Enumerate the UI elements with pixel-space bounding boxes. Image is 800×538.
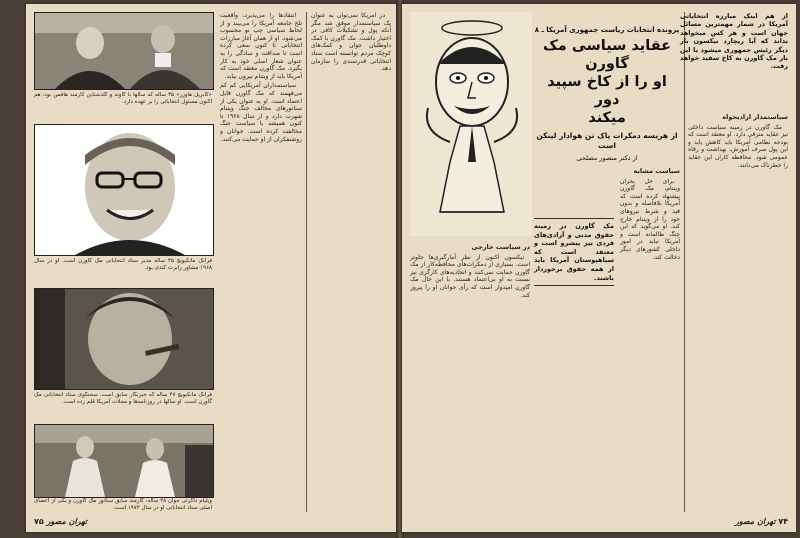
caption-3: فرانک مانکیویچ ۴۷ ساله که خبرنگار سابق است، سخنگوی ستاد انتخاباتی مک گاورن است. او سالها در روزنامه‌ها و مجلات آمریکا قلم زده است.	[34, 392, 212, 405]
caricature-illustration	[410, 12, 532, 236]
right-column-left	[410, 244, 530, 512]
column-divider	[306, 12, 307, 512]
left-column-right	[311, 12, 391, 512]
byline: از دکتر منصور مصلحی	[576, 154, 638, 162]
right-paragraph-1: برای حل بحران ویتنام، مک گاورن پیشنهاد کرده است که آمریکا بلافاصله و بدون قید و شرط نیروهای خود را از ویتنام خارج کند. او می‌گوید که این جنگ ظالمانه است و آمریکا نباید در امور داخلی کشورهای دیگر دخالت کند.	[620, 177, 680, 261]
magazine-logo: تهران مصور	[46, 516, 87, 526]
right-footer	[735, 516, 788, 526]
headline-line-2: او را از کاخ سپید دور	[547, 74, 667, 108]
caption-2: فرانک مانکیویچ ۴۵ ساله مدیر ستاد انتخاباتی مک گاورن است. او در سال ۱۹۶۸ مشاور رابرت کندی بود.	[34, 258, 212, 271]
photo-advisors	[34, 12, 214, 90]
left-footer	[34, 516, 87, 526]
subhead-1: سیاست مشابه	[633, 168, 680, 175]
caption-1: «گابریل هاوزر» ۳۵ ساله که سالها با گاوند و گلدشتاین کارمند هافمن بود، هم اکنون مسئول انتخاباتی را بر عهده دارد.	[34, 92, 212, 105]
left-column-middle	[220, 12, 302, 512]
series-overline: پرونده انتخابات ریاست جمهوری آمریکا ـ ۸	[534, 26, 680, 34]
headline-line-1: عقاید سیاسی مک گاورن	[542, 38, 672, 72]
right-column-middle	[620, 168, 680, 512]
right-column-right	[688, 114, 788, 512]
page-number-right: ۷۴	[778, 517, 788, 526]
left-paragraph-1: انتقادها را می‌پذیرد، واقعیت تلخ جامعه آمریکا را می‌بیند و از لحاظ سیاسی چپ نو محسوب می‌شود. او از همان آغاز مبارزات انتخاباتی تا کنون سعی کرده است تا صداقت و سادگی را به عنوان شعار اصلی خود به کار بگیرد. مک گاورن معتقد است که آمریکا باید از ویتنام بیرون بیاید.	[220, 12, 302, 80]
headline-line-3: میکند	[588, 110, 626, 126]
pull-quote: مک گاورن در زمینه حقوق مدنی و آزادی‌های فردی نیز پیشرو است و معتقد است که سیاهپوستان آمریکا باید از همه حقوق برخوردار باشند.	[534, 218, 614, 286]
right-page	[402, 4, 796, 532]
intro-text: از هم اینک مبارزه انتخاباتی آمریکا در شمار مهمترین مسائل جهان است و هر کس میخواهد بداند که آیا ریچارد نیکسون بار دیگر رئیس جمهوری میشود یا این بار مک گاورن به کاخ سفید خواهد رفت.	[680, 12, 788, 71]
magazine-logo-right: تهران مصور	[735, 516, 776, 526]
photo-man-with-cigar	[34, 288, 214, 390]
page-number-left: ۷۵	[34, 517, 44, 526]
column-divider-right	[684, 12, 685, 512]
left-page	[26, 4, 398, 532]
article-headline	[534, 26, 680, 162]
photo-smiling-man	[34, 124, 214, 256]
left-paragraph-2: سیاستمداران آمریکایی کم کم می‌فهمند که مک گاورن قابل اعتماد است. او به عنوان یکی از سناتورهای مخالف جنگ ویتنام شهرت دارد و از سال ۱۹۶۸ تا کنون همیشه با سیاست جنگ مخالفت کرده است. جوانان و روشنفکران از او حمایت می‌کنند.	[220, 82, 302, 143]
caption-4: ویلیام داگرتی جوان ۲۸ ساله، کارمند سابق سناتور مک گاورن و یکی از اعضای اصلی ستاد انتخاباتی او در سال ۱۹۷۲ است.	[34, 498, 212, 511]
subheadline: از هریسه دمکرات پاک تن هوادار لینکن است	[536, 131, 678, 150]
photo-campaign-staff	[34, 424, 214, 498]
left-paragraph-3: در آمریکا نمی‌توان به عنوان یک سیاستمدار موفق شد مگر آنکه پول و تشکیلات کافی در اختیار داشت. مک گاورن با کمک داوطلبان جوان و کمک‌های کوچک مردم توانسته است ستاد انتخاباتی قدرتمندی را سازمان دهد.	[311, 12, 391, 73]
right-paragraph-3: نیکسون اکنون از نظر آمارگیری‌ها جلوتر است. بسیاری از دمکرات‌های محافظه‌کار از مک گاورن حمایت نمی‌کنند و اتحادیه‌های کارگری نیز نسبت به او بی‌اعتماد هستند. با این حال مک گاورن امیدوار است که رأی جوانان او را پیروز کند.	[410, 253, 530, 299]
subhead-3: در سیاست خارجی	[471, 244, 530, 251]
right-paragraph-2: مک گاورن در زمینه سیاست داخلی نیز عقاید مترقی دارد. او معتقد است که بودجه نظامی آمریکا باید کاهش یابد و این پول صرف آموزش، بهداشت و رفاه عمومی شود. محافظه کاران این عقاید را خطرناک می‌دانند.	[688, 123, 788, 169]
subhead-2: سیاستمدار آزادیخواه	[722, 114, 788, 121]
